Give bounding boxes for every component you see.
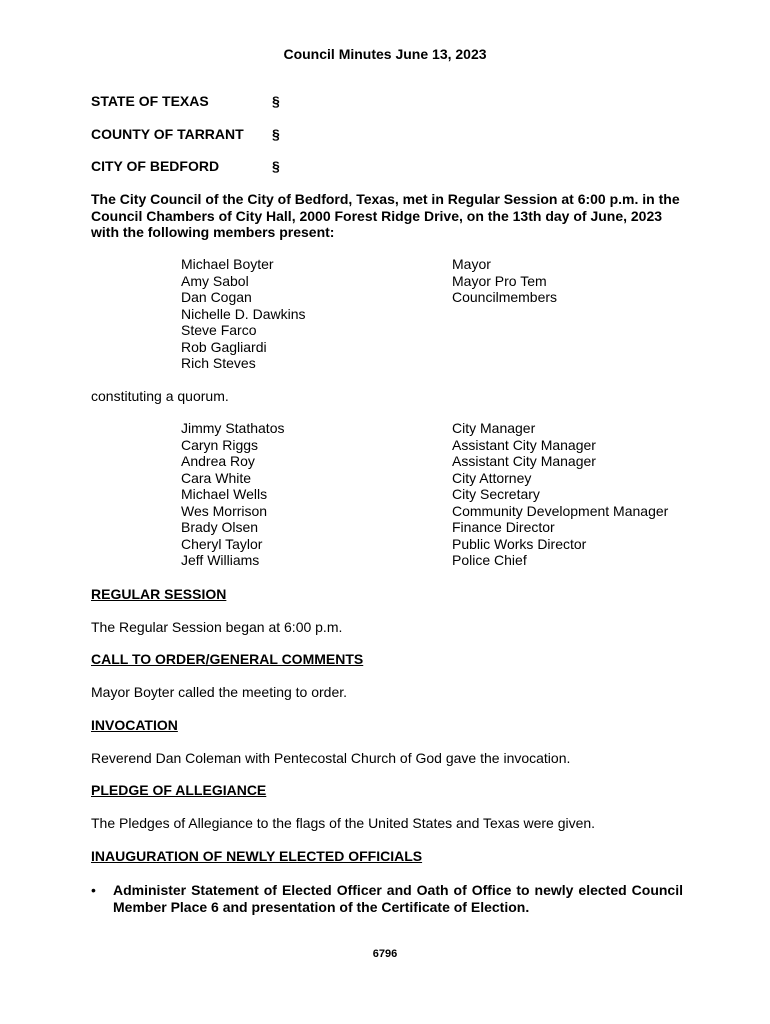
staff-name: Cara White (181, 469, 252, 486)
council-member-name: Amy Sabol (181, 272, 249, 289)
council-member-title: Councilmembers (452, 289, 558, 305)
pledge-text: The Pledges of Allegiance to the flags of the United States and Texas were given. (91, 815, 596, 831)
council-member-name: Michael Boyter (181, 256, 274, 272)
staff-title: Community Development Manager (452, 502, 669, 519)
staff-title: Assistant City Manager (452, 453, 596, 469)
staff-title: Public Works Director (452, 535, 587, 552)
section-symbol: § (272, 126, 280, 142)
council-names-list (181, 256, 305, 372)
bullet-icon: • (91, 882, 96, 898)
invocation-heading: INVOCATION (91, 717, 178, 733)
page-number: 6796 (372, 948, 398, 960)
bullet-text: Administer Statement of Elected Officer and Oath of Office to newly elected Council Member Place 6 and presentation of the Certificate of Election. (113, 882, 683, 915)
council-member-title: Mayor Pro Tem (452, 272, 547, 289)
staff-name: Caryn Riggs (181, 436, 259, 453)
staff-name: Jimmy Stathatos (181, 420, 285, 436)
jurisdiction-state (91, 93, 280, 109)
staff-name: Michael Wells (181, 486, 268, 502)
staff-title: Assistant City Manager (452, 436, 596, 453)
inauguration-heading: INAUGURATION OF NEWLY ELECTED OFFICIALS (91, 848, 423, 864)
jurisdiction-label: COUNTY OF TARRANT (91, 126, 244, 142)
call-to-order-text: Mayor Boyter called the meeting to order. (91, 684, 348, 700)
invocation-text: Reverend Dan Coleman with Pentecostal Church of God gave the invocation. (91, 750, 571, 766)
council-titles-list (452, 256, 557, 306)
council-member-name: Rob Gagliardi (181, 338, 267, 355)
document-title: Council Minutes June 13, 2023 (283, 46, 487, 62)
section-symbol: § (272, 158, 280, 174)
council-member-name: Steve Farco (181, 322, 257, 338)
staff-title: City Manager (452, 420, 536, 436)
staff-name: Brady Olsen (181, 519, 259, 535)
staff-name: Jeff Williams (181, 552, 260, 568)
call-to-order-heading: CALL TO ORDER/GENERAL COMMENTS (91, 651, 364, 667)
intro-paragraph: The City Council of the City of Bedford, Texas, met in Regular Session at 6:00 p.m. in the Council Chambers of City Hall, 2000 Forest Ridge Drive, on the 13th day of June, 2023 with the following members present: (91, 191, 680, 240)
jurisdiction-label: STATE OF TEXAS (91, 93, 209, 109)
council-member-name: Rich Steves (181, 355, 256, 371)
staff-name: Wes Morrison (181, 502, 268, 519)
staff-name: Cheryl Taylor (181, 535, 263, 552)
staff-title: Police Chief (452, 552, 527, 568)
section-symbol: § (272, 93, 280, 109)
council-member-name: Dan Cogan (181, 289, 252, 305)
pledge-heading: PLEDGE OF ALLEGIANCE (91, 782, 267, 798)
regular-session-text: The Regular Session began at 6:00 p.m. (91, 619, 343, 635)
regular-session-heading: REGULAR SESSION (91, 586, 227, 602)
council-member-name: Nichelle D. Dawkins (181, 305, 306, 322)
jurisdiction-county (91, 126, 280, 142)
staff-title: City Secretary (452, 486, 540, 502)
inauguration-bullet-item (91, 882, 683, 915)
staff-title: Finance Director (452, 519, 555, 535)
staff-titles-list (452, 420, 668, 569)
staff-names-list (181, 420, 284, 569)
jurisdiction-label: CITY OF BEDFORD (91, 158, 220, 174)
council-member-title: Mayor (452, 256, 491, 272)
jurisdiction-city (91, 158, 280, 174)
quorum-text: constituting a quorum. (91, 388, 229, 404)
staff-name: Andrea Roy (181, 453, 255, 469)
staff-title: City Attorney (452, 469, 532, 486)
